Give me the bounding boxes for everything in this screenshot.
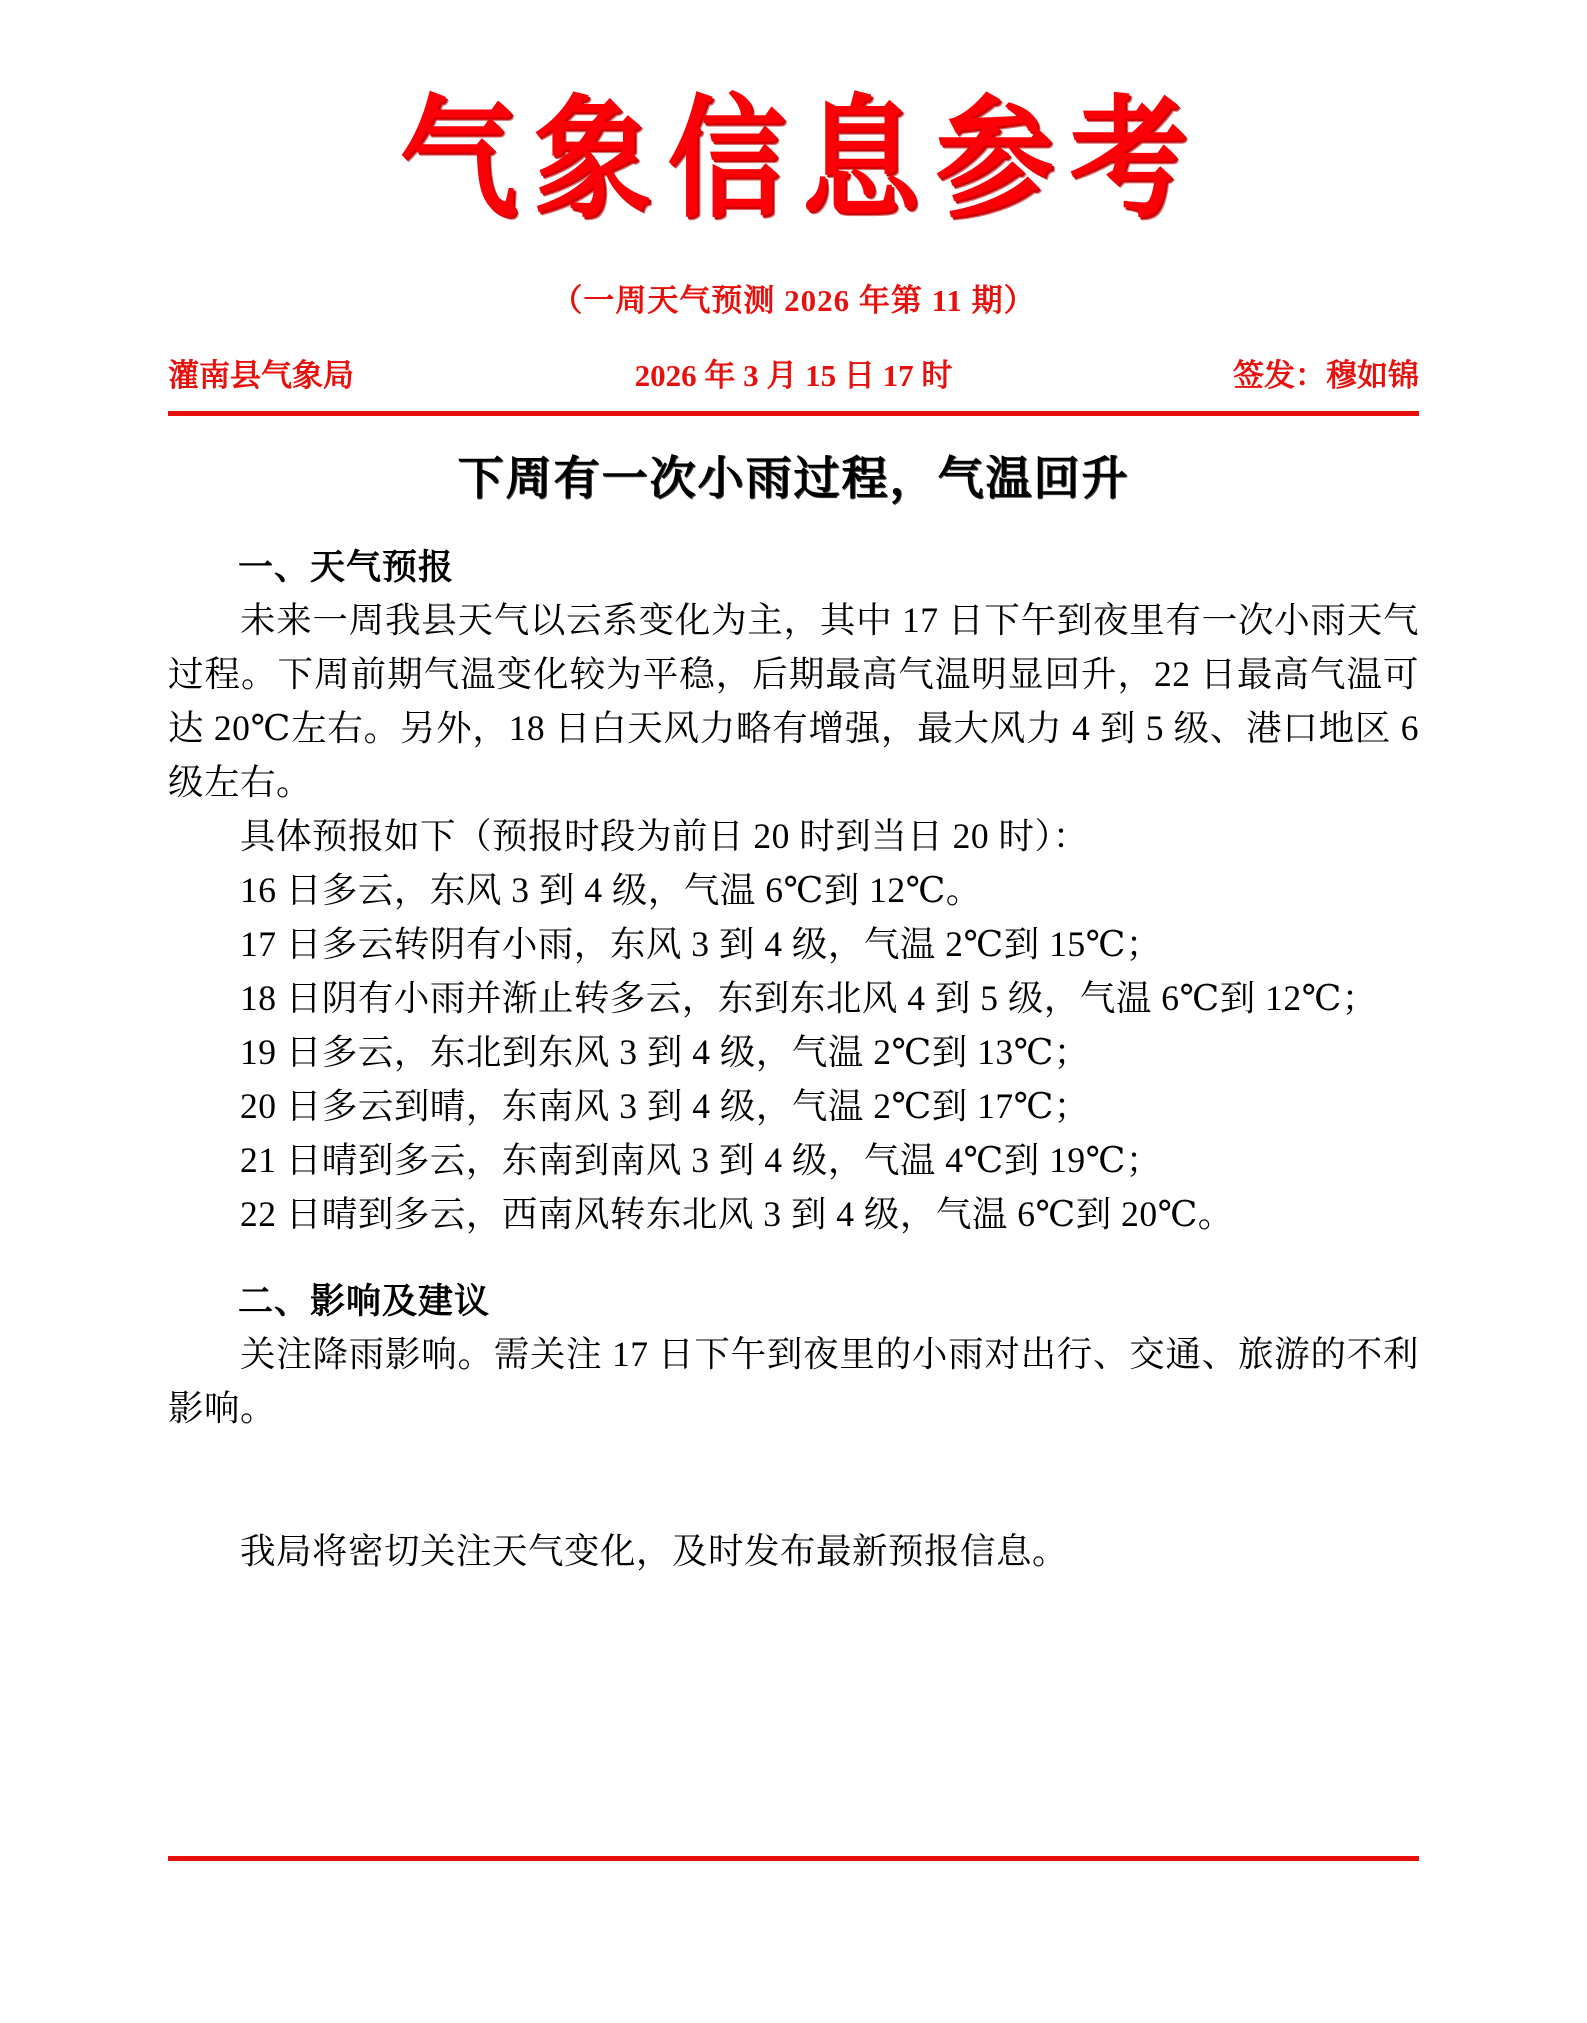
impact-advice-paragraph: 关注降雨影响。需关注 17 日下午到夜里的小雨对出行、交通、旅游的不利影响。 — [168, 1334, 1419, 1428]
masthead-title: 气象信息参考 — [399, 80, 1204, 236]
issue-datetime: 2026 年 3 月 15 日 17 时 — [634, 358, 953, 394]
masthead-subtitle: （一周天气预测 2026 年第 11 期） — [551, 283, 1036, 319]
issuing-office: 灌南县气象局 — [168, 358, 354, 394]
daily-forecast-item: 22 日晴到多云，西南风转东北风 3 到 4 级，气温 6℃到 20℃。 — [240, 1193, 1234, 1234]
issue-info-row — [168, 350, 1419, 395]
masthead — [0, 0, 1587, 320]
daily-forecast-item: 18 日阴有小雨并渐止转多云，东到东北风 4 到 5 级，气温 6℃到 12℃； — [240, 977, 1378, 1018]
daily-forecast-item: 21 日晴到多云，东南到南风 3 到 4 级，气温 4℃到 19℃； — [240, 1139, 1162, 1180]
daily-forecast-list — [168, 864, 1419, 1242]
daily-forecast-item: 17 日多云转阴有小雨，东风 3 到 4 级，气温 2℃到 15℃； — [240, 923, 1162, 964]
daily-forecast-item: 20 日多云到晴，东南风 3 到 4 级，气温 2℃到 17℃； — [240, 1085, 1090, 1126]
document-headline: 下周有一次小雨过程，气温回升 — [457, 451, 1130, 506]
forecast-detail-intro: 具体预报如下（预报时段为前日 20 时到当日 20 时）： — [240, 815, 1089, 856]
section-heading-forecast: 一、天气预报 — [238, 547, 455, 588]
paragraph-spacer — [168, 1436, 1419, 1490]
closing-paragraph: 我局将密切关注天气变化，及时发布最新预报信息。 — [240, 1531, 1069, 1572]
daily-forecast-item: 16 日多云，东风 3 到 4 级，气温 6℃到 12℃。 — [240, 869, 982, 910]
forecast-overview-paragraph: 未来一周我县天气以云系变化为主，其中 17 日下午到夜里有一次小雨天气过程。下周前期气温变化较为平稳，后期最高气温明显回升，22 日最高气温可达 20℃左右。另外，18 日白天风力略有增强，最大风力 4 到 5 级、港口地区 6 级左右。 — [168, 600, 1419, 802]
signer: 签发：穆如锦 — [1233, 358, 1419, 394]
daily-forecast-item: 19 日多云，东北到东风 3 到 4 级，气温 2℃到 13℃； — [240, 1031, 1090, 1072]
footer-divider — [168, 1856, 1419, 1861]
document-body — [168, 416, 1419, 1579]
section-heading-impact: 二、影响及建议 — [238, 1281, 491, 1322]
